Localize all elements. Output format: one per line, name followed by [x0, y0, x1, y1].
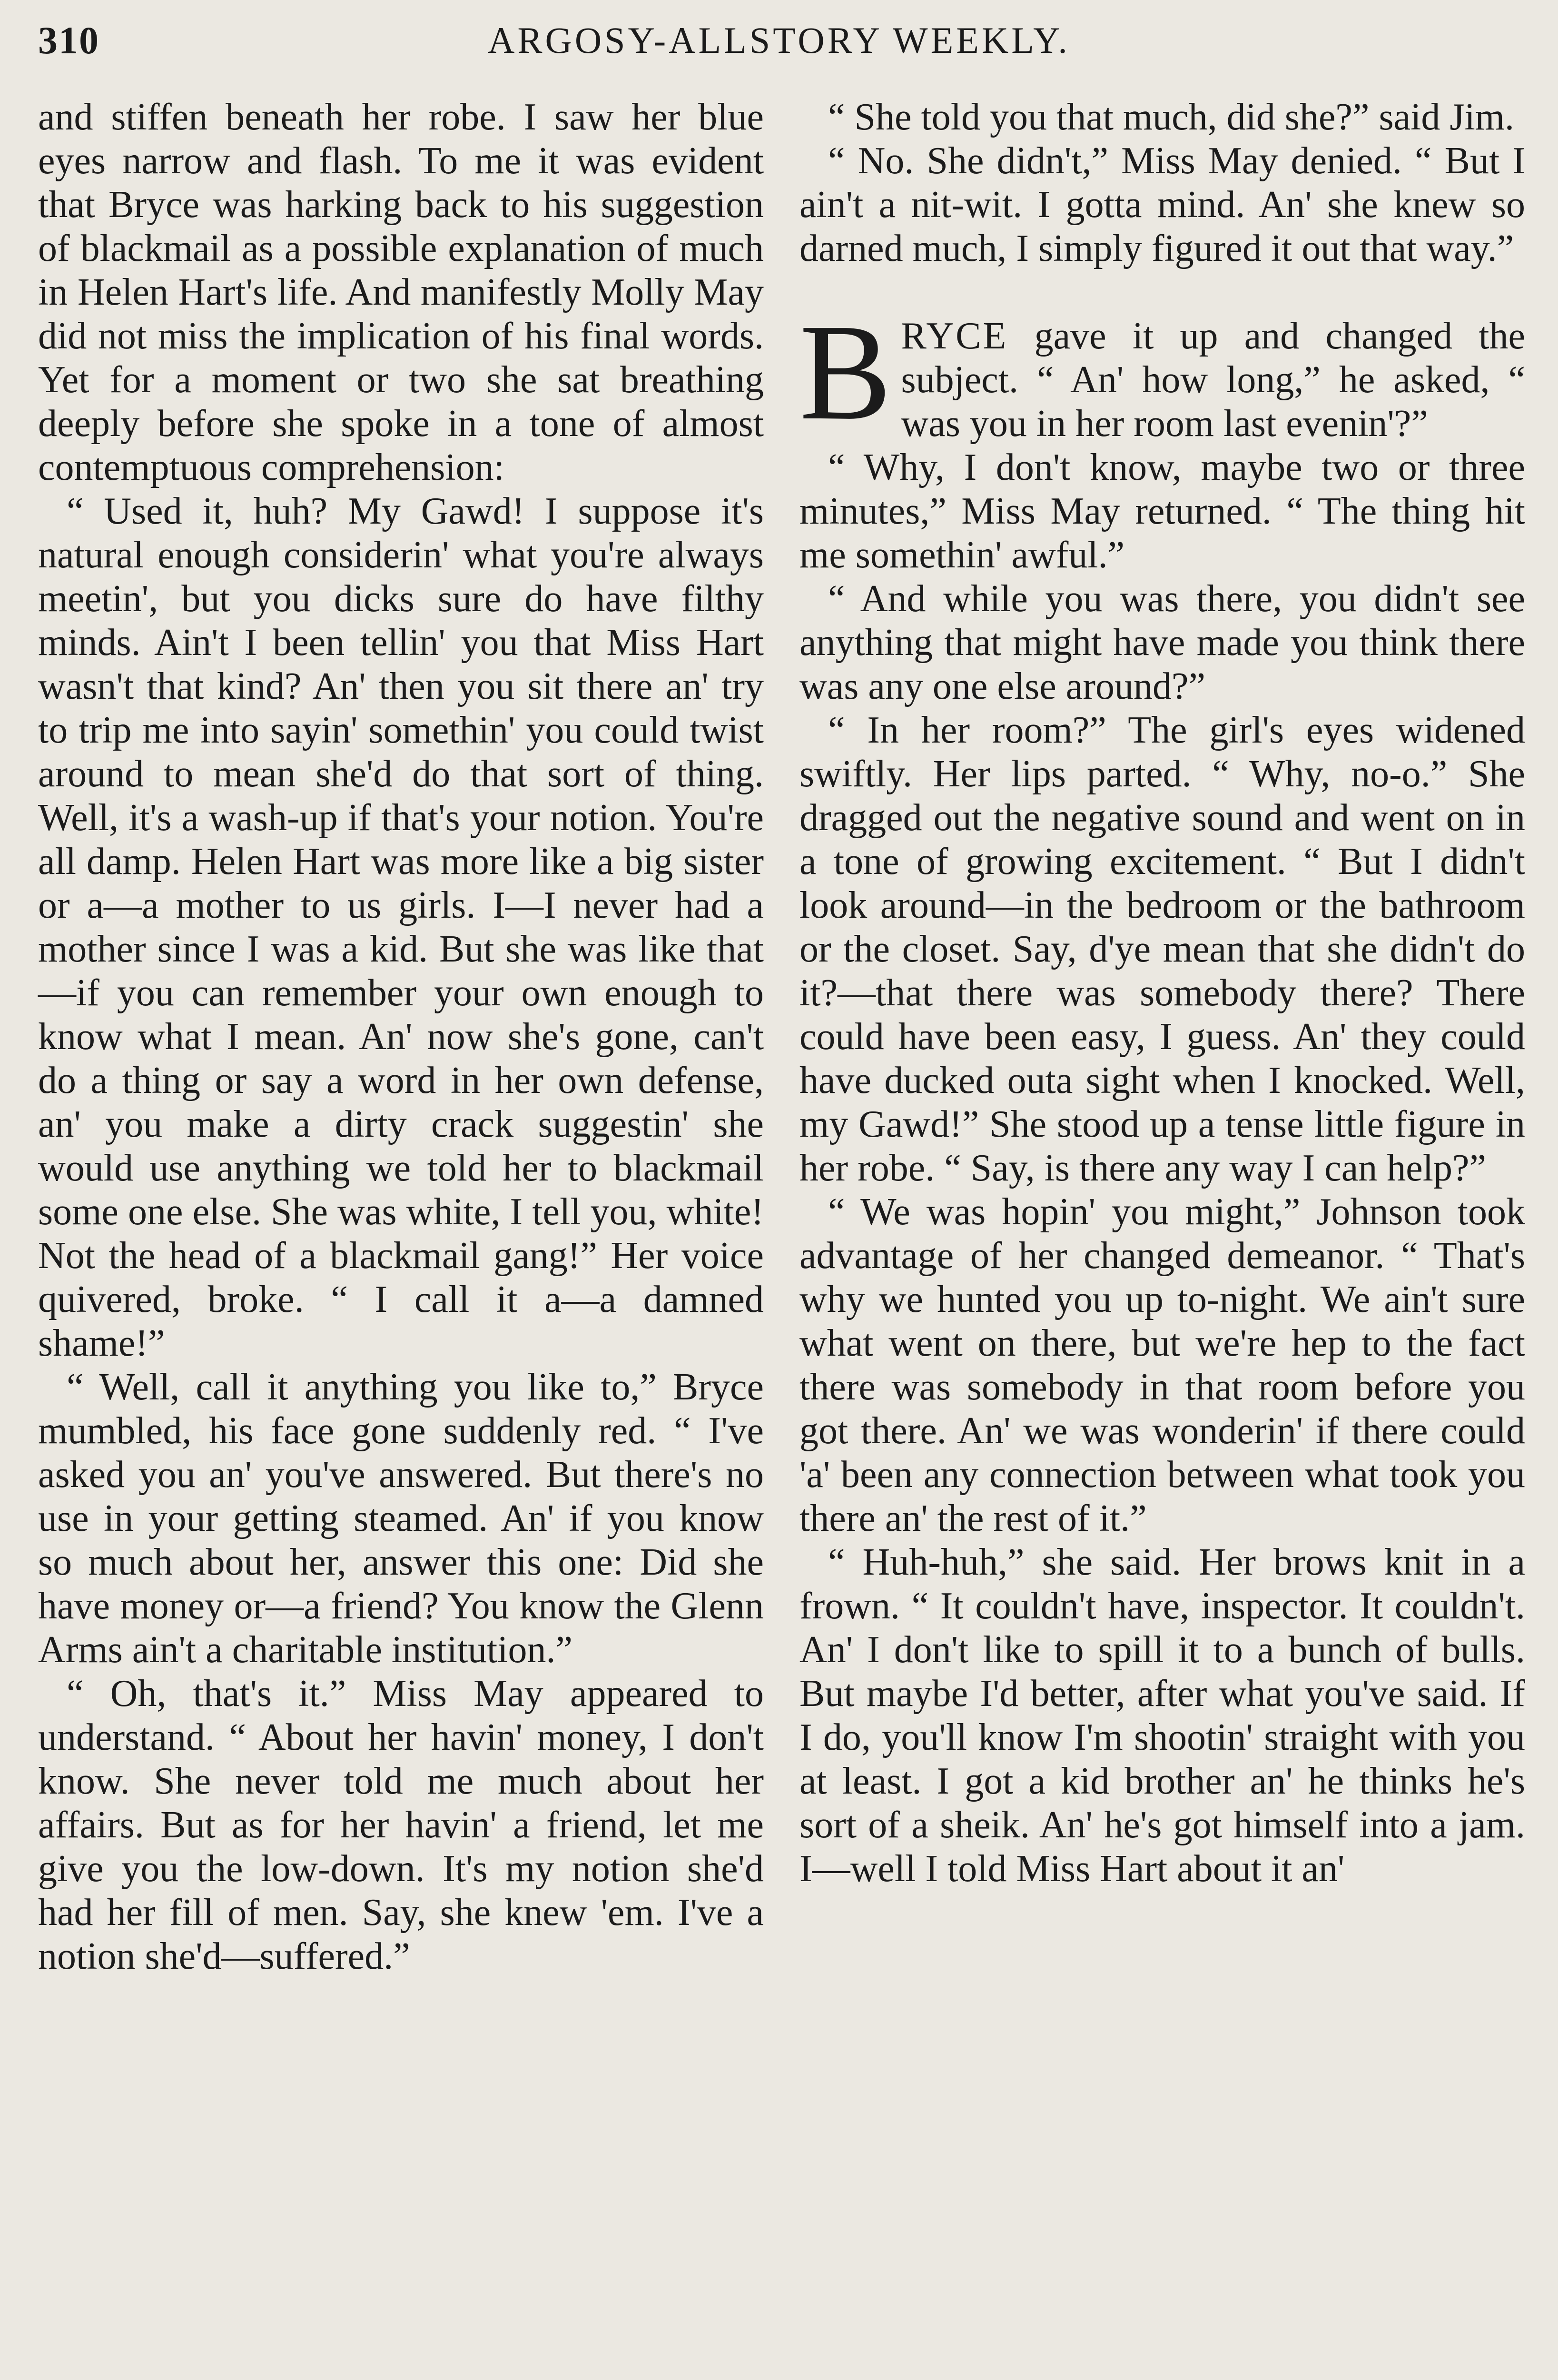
paragraph: “ Why, I don't know, maybe two or three minutes,” Miss May returned. “ The thing hit me somethin' awful.”	[799, 446, 1525, 576]
small-caps-lead: RYCE	[901, 315, 1008, 357]
paragraph: “ And while you was there, you didn't see anything that might have made you think there was any one else around?”	[799, 578, 1525, 707]
section-start-paragraph	[799, 296, 1525, 448]
paragraph: “ Huh-huh,” she said. Her brows knit in a frown. “ It couldn't have, inspector. It couldn't. An' I don't like to spill it to a bunch of bulls. But maybe I'd better, after what you've said. If I do, you'll know I'm shootin' straight with you at least. I got a kid brother an' he thinks he's sort of a sheik. An' he's got himself into a jam. I—well I told Miss Hart about it an'	[799, 1541, 1525, 1890]
paragraph: “ We was hopin' you might,” Johnson took advantage of her changed demeanor. “ That's why we hunted you up to-night. We ain't sure what went on there, but we're hep to the fact there was somebody in that room before you got there. An' we was wonderin' if there could 'a' been any connection between what took you there an' the rest of it.”	[799, 1191, 1525, 1539]
paragraph: “ In her room?” The girl's eyes widened swiftly. Her lips parted. “ Why, no-o.” She dragged out the negative sound and went on in a tone of growing excitement. “ But I didn't look around—in the bedroom or the bathroom or the closet. Say, d'ye mean that she didn't do it?—that there was somebody there? There could have been easy, I guess. An' they could have ducked outa sight when I knocked. Well, my Gawd!” She stood up a tense little figure in her robe. “ Say, is there any way I can help?”	[799, 709, 1525, 1189]
paragraph: “ Well, call it anything you like to,” Bryce mumbled, his face gone suddenly red. “ I've asked you an' you've answered. But there's no use in your getting steamed. An' if you know so much about her, answer this one: Did she have money or—a friend? You know the Glenn Arms ain't a charitable institution.”	[38, 1366, 764, 1671]
right-column	[799, 95, 1525, 1891]
drop-cap: B	[799, 296, 892, 448]
paragraph: and stiffen beneath her robe. I saw her blue eyes narrow and flash. To me it was evident that Bryce was harking back to his suggestion of blackmail as a possible explanation of much in Helen Hart's life. And manifestly Molly May did not miss the implication of his final words. Yet for a moment or two she sat breathing deeply before she spoke in a tone of almost contemptuous comprehension:	[38, 96, 764, 488]
paragraph: “ Oh, that's it.” Miss May appeared to understand. “ About her havin' money, I don't know. She never told me much about her affairs. But as for her havin' a friend, let me give you the low-down. It's my notion she'd had her fill of men. Say, she knew 'em. I've a notion she'd—suffered.”	[38, 1673, 764, 1977]
page-header	[38, 14, 1520, 71]
paragraph: “ She told you that much, did she?” said Jim.	[828, 96, 1514, 138]
section-start-text: gave it up and changed the subject. “ An' how long,” he asked, “ was you in her room last evenin'?”	[901, 315, 1525, 445]
left-column	[38, 95, 764, 1978]
page-number: 310	[38, 19, 99, 62]
paragraph: “ Used it, huh? My Gawd! I suppose it's natural enough considerin' what you're always meetin', but you dicks sure do have filthy minds. Ain't I been tellin' you that Miss Hart wasn't that kind? An' then you sit there an' try to trip me into sayin' somethin' you could twist around to mean she'd do that sort of thing. Well, it's a wash-up if that's your notion. You're all damp. Helen Hart was more like a big sister or a—a mother to us girls. I—I never had a mother since I was a kid. But she was like that—if you can remember your own enough to know what I mean. An' now she's gone, can't do a thing or say a word in her own defense, an' you make a dirty crack suggestin' she would use anything we told her to blackmail some one else. She was white, I tell you, white! Not the head of a blackmail gang!” Her voice quivered, broke. “ I call it a—a damned shame!”	[38, 490, 764, 1364]
running-head: ARGOSY-ALLSTORY WEEKLY.	[488, 20, 1070, 61]
paragraph: “ No. She didn't,” Miss May denied. “ But I ain't a nit-wit. I gotta mind. An' she knew so darned much, I simply figured it out that way.”	[799, 140, 1525, 269]
